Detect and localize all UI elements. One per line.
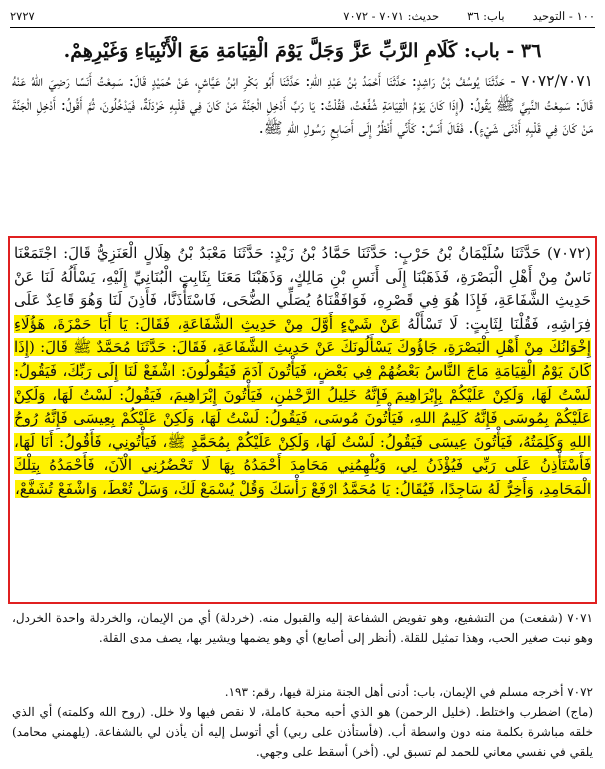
page-number: ٢٧٢٧ [10,9,35,23]
chapter-title: ٣٦ - باب: كَلَامِ الرَّبِّ عَزَّ وَجَلَّ يَوْمَ الْقِيَامَةِ مَعَ الْأَنْبِيَاءِ وَغَيْرِهِمْ. [63,40,542,62]
running-header [10,5,595,27]
header-hadith-range: حديث: ٧٠٧١ - ٧٠٧٢ [343,9,440,23]
header-chapter-number: باب: ٣٦ [467,9,505,23]
hadith-7072 [14,242,591,598]
footnote-7072-glossary: (ماج) اضطرب واختلط. (خليل الرحمن) هو الذي أحبه محبة كاملة، لا نقص فيها ولا خلل. (روح الله وكلمته) أي الذي خلقه مباشرة بكلمة منه دون واسطة أب. (فأستأذن على ربي) أي أتوسل إليه أن يأذن لي بالشفاعة. (يلهمني محامد) يلقي في نفسي معاني للحمد لم تسبق لي. (أخر) أسقط على وجهي. [12,705,593,759]
hadith-7071 [12,70,593,141]
hadith-7072-highlight-box [8,236,597,604]
hadith-7071-text: ٧٠٧٢/٧٠٧١ - حَدَّثَنَا يُوسُفُ بْنُ رَاشِدٍ: حَدَّثَنَا أَحْمَدُ بْنُ عَبْدِ اللهِ: حَدَّثَنَا أَبُو بَكْرِ ابْنُ عَيَّاشٍ، عَنْ حُمَيْدٍ قَالَ: سَمِعْتُ أَنَسًا رَضِيَ اللهُ عَنْهُ قَالَ: سَمِعْتُ النَّبِيَّ ﷺ يَقُولُ: (إِذَا كَانَ يَوْمُ الْقِيَامَةِ شُفِّعْتُ، فَقُلْتُ: يَا رَبِّ أَدْخِلِ الْجَنَّةَ مَنْ كَانَ فِي قَلْبِهِ خَرْدَلَةٌ، فَيَدْخُلُونَ، ثُمَّ أَقُولُ: أَدْخِلِ الْجَنَّةَ مَنْ كَانَ فِي قَلْبِهِ أَدْنَى شَيْءٍ). فَقَالَ أَنَسٌ: كَأَنِّي أَنْظُرُ إِلَى أَصَابِعِ رَسُولِ اللهِ ﷺ. [12,72,593,137]
header-divider [10,27,595,28]
hadith-7072-text: (٧٠٧٢) حَدَّثَنَا سُلَيْمَانُ بْنُ حَرْبٍ: حَدَّثَنَا حَمَّادُ بْنُ زَيْدٍ: حَدَّثَنَا مَعْبَدُ بْنُ هِلَالٍ الْعَنَزِيُّ قَالَ: اجْتَمَعْنَا نَاسٌ مِنْ أَهْلِ الْبَصْرَةِ، فَذَهَبْنَا إِلَى أَنَسِ بْنِ مَالِكٍ، وَذَهَبْنَا مَعَنَا بِثَابِتٍ الْبُنَانِيِّ إِلَيْهِ، يَسْأَلُهُ لَنَا عَنْ حَدِيثِ الشَّفَاعَةِ، فَإِذَا هُوَ فِي قَصْرِهِ، فَوَافَقْنَاهُ يُصَلِّي الضُّحَى، فَاسْتَأْذَنَّا، فَأَذِنَ لَنَا وَهُوَ قَاعِدٌ عَلَى فِرَاشِهِ، فَقُلْنَا لِثَابِتٍ: لَا تَسْأَلْهُ [14,244,591,333]
header-book: ١٠٠ - التوحيد [532,9,595,23]
footnote-7071-text: ٧٠٧١ (شفعت) من التشفيع، وهو تفويض الشفاعة إليه والقبول منه. (خردلة) أي من الإيمان، والخردلة واحدة الخردل، وهو نبت صغير الحب، وهذا تمثيل للقلة. (أنظر إلى أصابع) أي وهو يضمها ويشير بها، يصف مدى القلة. [12,611,593,645]
footnote-7072 [12,682,593,762]
footnote-7071 [12,608,593,648]
footnote-7072-source: ٧٠٧٢ أخرجه مسلم في الإيمان، باب: أدنى أهل الجنة منزلة فيها، رقم: ١٩٣. [224,685,593,699]
highlighted-passage: عَنْ شَيْءٍ أَوَّلَ مِنْ حَدِيثِ الشَّفَاعَةِ، فَقَالَ: يَا أَبَا حَمْزَةَ، هَؤُلَاءِ إِخْوَانُكَ مِنْ أَهْلِ الْبَصْرَةِ، جَاؤُوكَ يَسْأَلُونَكَ عَنْ حَدِيثِ الشَّفَاعَةِ، فَقَالَ: حَدَّثَنَا مُحَمَّدٌ ﷺ قَالَ: (إِذَا كَانَ يَوْمُ الْقِيَامَةِ مَاجَ النَّاسُ بَعْضُهُمْ فِي بَعْضٍ، فَيَأْتُونَ آدَمَ فَيَقُولُونَ: اشْفَعْ لَنَا إِلَى رَبِّكَ، فَيَقُولُ: لَسْتُ لَهَا، وَلَكِنْ عَلَيْكُمْ بِإِبْرَاهِيمَ فَإِنَّهُ خَلِيلُ الرَّحْمٰنِ، فَيَأْتُونَ إِبْرَاهِيمَ، فَيَقُولُ: لَسْتُ لَهَا، وَلَكِنْ عَلَيْكُمْ بِمُوسَى فَإِنَّهُ كَلِيمُ اللهِ، فَيَأْتُونَ مُوسَى، فَيَقُولُ: لَسْتُ لَهَا، وَلَكِنْ عَلَيْكُمْ بِعِيسَى فَإِنَّهُ رُوحُ اللهِ وَكَلِمَتُهُ، فَيَأْتُونَ عِيسَى فَيَقُولُ: لَسْتُ لَهَا، وَلَكِنْ عَلَيْكُمْ بِمُحَمَّدٍ ﷺ، فَيَأْتُونِي، فَأَقُولُ: أَنَا لَهَا، فَأَسْتَأْذِنُ عَلَى رَبِّي فَيُؤْذَنُ لِي، وَيُلْهِمُنِي مَحَامِدَ أَحْمَدُهُ بِهَا لَا تَحْضُرُنِي الْآنَ، فَأَحْمَدُهُ بِتِلْكَ الْمَحَامِدِ، وَأَخِرُّ لَهُ سَاجِدًا، فَيُقَالُ: يَا مُحَمَّدُ ارْفَعْ رَأْسَكَ وَقُلْ يُسْمَعْ لَكَ، وَسَلْ تُعْطَ، وَاشْفَعْ تُشَفَّعْ، [14,314,591,498]
